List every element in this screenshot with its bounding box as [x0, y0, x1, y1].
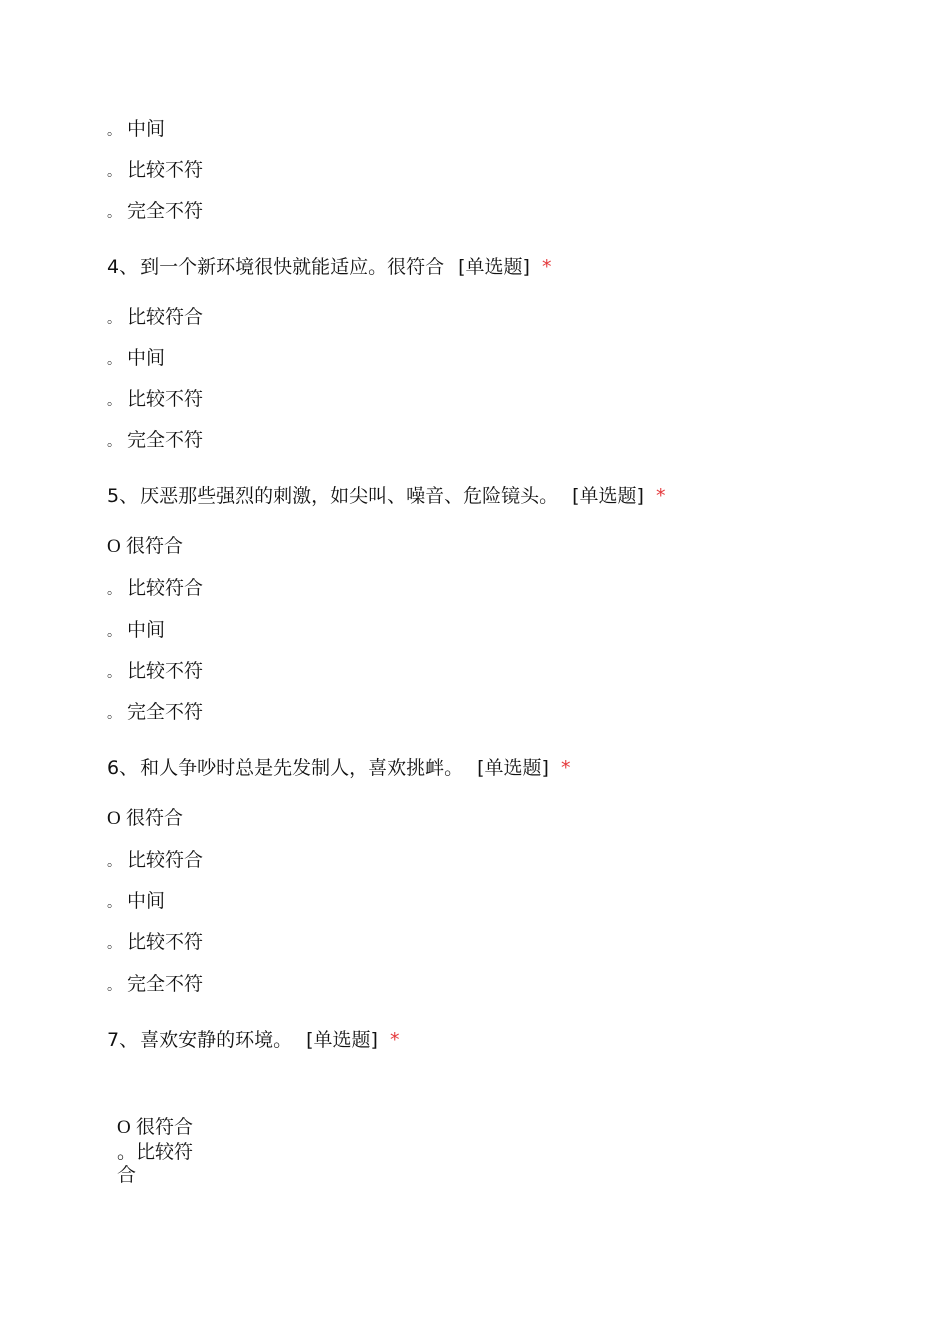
option-label: 比较符合 — [127, 849, 204, 871]
required-marker: * — [655, 485, 666, 507]
option-label: 完全不符 — [127, 429, 204, 451]
option-item[interactable] — [117, 1115, 193, 1140]
radio-dot-icon: 。 — [107, 624, 121, 640]
radio-dot-icon: 。 — [107, 895, 121, 911]
required-marker: * — [389, 1029, 400, 1051]
radio-dot-icon: 。 — [107, 164, 121, 180]
radio-circle-icon: O — [117, 1117, 131, 1138]
option-item[interactable] — [107, 387, 203, 413]
option-item[interactable] — [107, 848, 203, 874]
option-item[interactable] — [107, 930, 203, 956]
required-marker: * — [541, 256, 552, 278]
option-item[interactable] — [107, 700, 203, 726]
option-label: 很符合 — [126, 535, 184, 557]
option-item[interactable] — [107, 534, 183, 559]
question-4-title — [107, 255, 551, 279]
option-label: 中间 — [127, 118, 166, 140]
radio-circle-icon: O — [107, 536, 121, 557]
radio-dot-icon: 。 — [107, 205, 121, 221]
required-marker: * — [560, 757, 571, 779]
option-label: 比较符合 — [127, 306, 204, 328]
option-item[interactable] — [107, 576, 203, 602]
option-item[interactable] — [107, 117, 165, 143]
option-label: 完全不符 — [127, 200, 204, 222]
radio-dot-icon: 。 — [107, 123, 121, 139]
option-item[interactable] — [107, 199, 203, 225]
question-text: 到一个新环境很快就能适应。很符合 — [140, 256, 445, 278]
question-type-tag: [单选题] — [477, 757, 549, 779]
radio-dot-icon: 。 — [107, 854, 121, 870]
radio-dot-icon: 。 — [107, 936, 121, 952]
radio-dot-icon: 。 — [117, 1141, 137, 1163]
question-type-tag: [单选题] — [572, 485, 644, 507]
radio-dot-icon: 。 — [107, 311, 121, 327]
radio-circle-icon: O — [107, 808, 121, 829]
option-label: 比较不符 — [127, 931, 204, 953]
option-item[interactable] — [107, 428, 203, 454]
option-item[interactable] — [107, 618, 165, 644]
question-number: 4、 — [107, 256, 139, 278]
option-label: 比较符合 — [127, 577, 204, 599]
question-text: 喜欢安静的环境。 — [140, 1029, 293, 1051]
question-number: 6、 — [107, 757, 139, 779]
option-item[interactable] — [107, 972, 203, 998]
option-label: 比较符 — [136, 1141, 194, 1163]
option-label: 比较不符 — [127, 660, 204, 682]
option-item[interactable] — [107, 305, 203, 331]
question-7-title — [107, 1028, 399, 1052]
option-item[interactable] — [107, 806, 183, 831]
question-text: 厌恶那些强烈的刺激，如尖叫、噪音、危险镜头。 — [140, 485, 559, 507]
question-number: 7、 — [107, 1029, 139, 1051]
option-item[interactable] — [117, 1140, 193, 1164]
option-label: 比较不符 — [127, 388, 204, 410]
option-item[interactable] — [107, 659, 203, 685]
question-type-tag: [单选题] — [306, 1029, 378, 1051]
option-item[interactable] — [107, 346, 165, 372]
question-number: 5、 — [107, 485, 139, 507]
option-label: 完全不符 — [127, 701, 204, 723]
radio-dot-icon: 。 — [107, 978, 121, 994]
radio-dot-icon: 。 — [107, 706, 121, 722]
option-label: 很符合 — [126, 807, 184, 829]
radio-dot-icon: 。 — [107, 393, 121, 409]
question-text: 和人争吵时总是先发制人，喜欢挑衅。 — [140, 757, 464, 779]
radio-dot-icon: 。 — [107, 352, 121, 368]
question-5-title — [107, 484, 665, 508]
option-item[interactable] — [107, 158, 203, 184]
radio-dot-icon: 。 — [107, 582, 121, 598]
option-label: 中间 — [127, 890, 166, 912]
option-item[interactable] — [107, 889, 165, 915]
option-label: 中间 — [127, 619, 166, 641]
option-label: 很符合 — [136, 1116, 194, 1138]
option-label-wrap: 合 — [117, 1164, 137, 1186]
option-label: 完全不符 — [127, 973, 204, 995]
option-label: 比较不符 — [127, 159, 204, 181]
option-label: 中间 — [127, 347, 166, 369]
question-type-tag: [单选题] — [458, 256, 530, 278]
question-6-title — [107, 756, 570, 780]
radio-dot-icon: 。 — [107, 434, 121, 450]
radio-dot-icon: 。 — [107, 665, 121, 681]
